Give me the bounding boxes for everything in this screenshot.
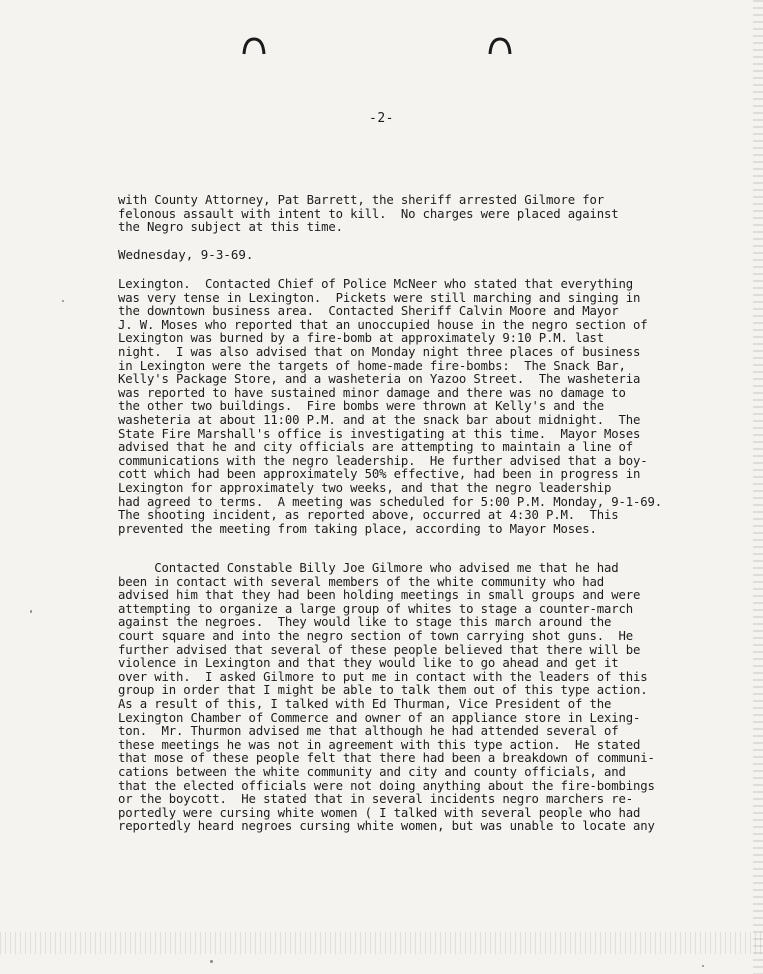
text-line: Lexington. Contacted Chief of Police McNeer who stated that everything <box>118 277 633 291</box>
text-line: Contacted Constable Billy Joe Gilmore who advised me that he had <box>118 561 619 575</box>
paragraph-continuation <box>118 194 640 235</box>
text-line: The shooting incident, as reported above, occurred at 4:30 P.M. This <box>118 508 619 523</box>
text-line: the other two buildings. Fire bombs were thrown at Kelly's and the <box>118 399 604 414</box>
text-line: further advised that several of these people believed that there will be <box>118 642 641 657</box>
text-line: State Fire Marshall's office is investigating at this time. Mayor Moses <box>118 426 641 441</box>
text-line: Kelly's Package Store, and a washeteria on Yazoo Street. The washeteria <box>118 372 641 387</box>
text-line: violence in Lexington and that they would like to go ahead and get it <box>118 656 619 671</box>
text-line: against the negroes. They would like to stage this march around the <box>118 615 612 630</box>
text-line: the Negro subject at this time. <box>118 220 343 235</box>
punch-hole-right-icon <box>487 36 513 56</box>
page-number: -2- <box>369 111 394 126</box>
date-heading: Wednesday, 9-3-69. <box>118 247 254 262</box>
text-line: Lexington was burned by a fire-bomb at approximately 9:10 P.M. last <box>118 331 604 346</box>
text-line: with County Attorney, Pat Barrett, the sheriff arrested Gilmore for <box>118 193 604 207</box>
text-line: over with. I asked Gilmore to put me in contact with the leaders of this <box>118 669 648 684</box>
text-line: cott which had been approximately 50% effective, had been in progress in <box>118 467 641 482</box>
text-line: night. I was also advised that on Monday night three places of business <box>118 344 641 359</box>
text-line: was very tense in Lexington. Pickets were still marching and singing in <box>118 290 641 305</box>
text-line: ton. Mr. Thurmon advised me that although he had attended several of <box>118 724 619 739</box>
paragraph-wednesday-report <box>118 277 663 536</box>
scan-speck <box>30 610 32 613</box>
text-line: these meetings he was not in agreement with this type action. He stated <box>118 737 641 752</box>
text-line: portedly were cursing white women ( I talked with several people who had <box>118 805 641 820</box>
text-line: or the boycott. He stated that in several incidents negro marchers re- <box>118 792 633 807</box>
text-line: advised him that they had been holding meetings in small groups and were <box>118 588 641 603</box>
text-line: court square and into the negro section of town carrying shot guns. He <box>118 628 633 643</box>
text-line: attempting to organize a large group of whites to stage a counter-march <box>118 601 633 616</box>
text-line: that mose of these people felt that there had been a breakdown of communi- <box>118 751 655 766</box>
scan-edge-artifact <box>753 0 763 974</box>
text-line: that the elected officials were not doing anything about the fire-bombings <box>118 778 655 793</box>
text-line: had agreed to terms. A meeting was scheduled for 5:00 P.M. Monday, 9-1-69. <box>118 494 663 509</box>
text-line: was reported to have sustained minor damage and there was no damage to <box>118 385 626 400</box>
text-line: in Lexington were the targets of home-made fire-bombs: The Snack Bar, <box>118 358 626 373</box>
text-line: advised that he and city officials are attempting to maintain a line of <box>118 440 633 455</box>
text-line: Lexington Chamber of Commerce and owner of an appliance store in Lexing- <box>118 710 641 725</box>
text-line: J. W. Moses who reported that an unoccupied house in the negro section of <box>118 317 648 332</box>
text-line: washeteria at about 11:00 P.M. and at the snack bar about midnight. The <box>118 412 641 427</box>
paragraph-constable-gilmore <box>118 561 655 834</box>
text-line: Lexington for approximately two weeks, and that the negro leadership <box>118 480 612 495</box>
text-line: cations between the white community and city and county officials, and <box>118 764 626 779</box>
text-line: As a result of this, I talked with Ed Thurman, Vice President of the <box>118 696 612 711</box>
text-line: the downtown business area. Contacted Sheriff Calvin Moore and Mayor <box>118 304 619 319</box>
scan-speck <box>62 300 64 302</box>
scan-speck <box>210 960 213 963</box>
scan-bottom-artifact <box>0 932 763 954</box>
text-line: reportedly heard negroes cursing white women, but was unable to locate any <box>118 819 655 834</box>
scan-speck <box>702 965 704 967</box>
text-line: been in contact with several members of the white community who had <box>118 574 604 589</box>
text-line: communications with the negro leadership. He further advised that a boy- <box>118 453 648 468</box>
text-line: group in order that I might be able to talk them out of this type action. <box>118 683 648 698</box>
punch-hole-left-icon <box>241 36 267 56</box>
text-line: felonous assault with intent to kill. No charges were placed against <box>118 206 619 221</box>
text-line: prevented the meeting from taking place, according to Mayor Moses. <box>118 521 597 536</box>
